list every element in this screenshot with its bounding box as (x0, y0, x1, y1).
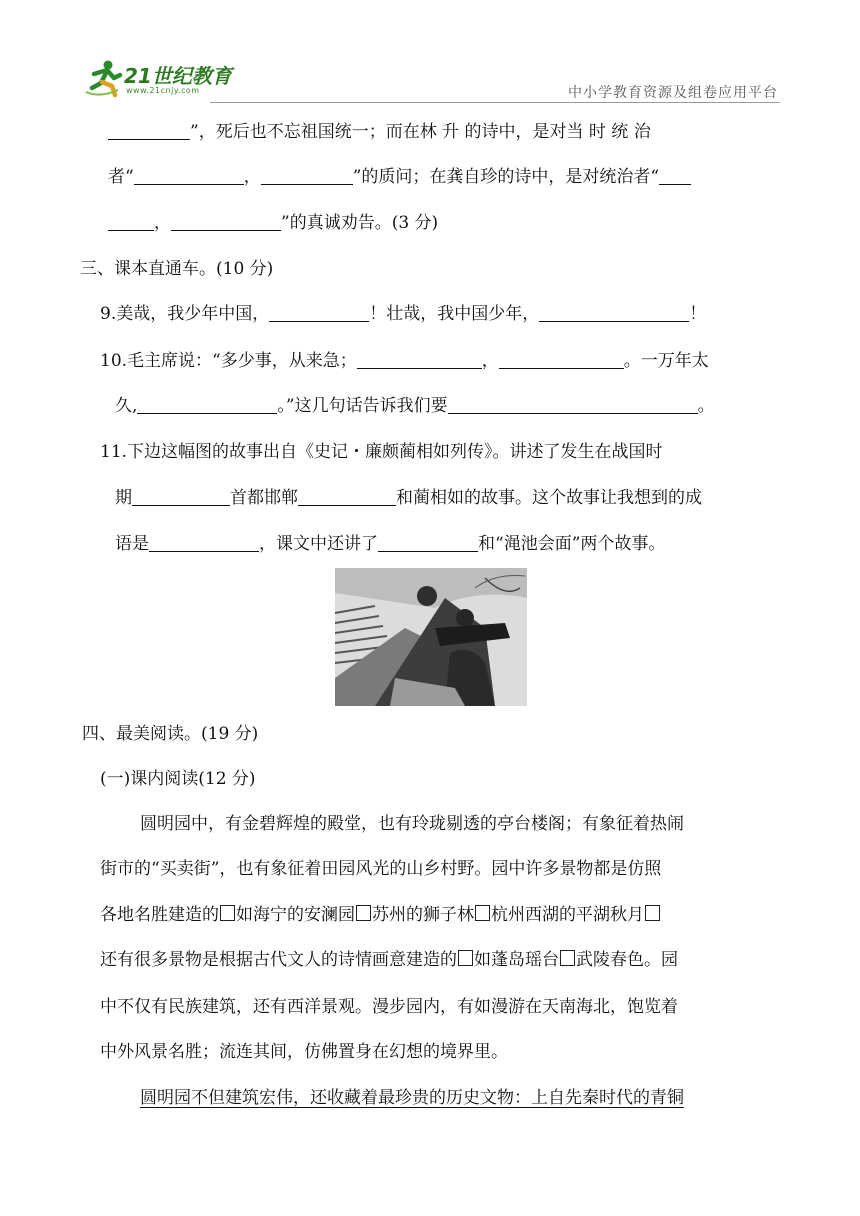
passage-line-6: 中外风景名胜；流连其间，仿佛置身在幻想的境界里。 (100, 1042, 508, 1062)
q8-line-2: 者“ ， ”的质问；在龚自珍的诗中，是对统治者“ (108, 165, 691, 189)
story-illustration (335, 568, 527, 706)
answer-blank[interactable] (149, 533, 259, 552)
historical-scene-image (335, 568, 527, 706)
question-9: 9.美哉，我少年中国， ！壮哉，我中国少年， ！ (100, 304, 707, 324)
punctuation-box[interactable] (475, 905, 490, 921)
answer-blank[interactable] (659, 166, 691, 185)
subsection-1-title: (一)课内阅读(12 分) (100, 769, 256, 789)
passage-line-7-underlined: 圆明园不但建筑宏伟，还收藏着最珍贵的历史文物：上自先秦时代的青铜 (140, 1088, 684, 1108)
punctuation-box[interactable] (356, 905, 371, 921)
punctuation-box[interactable] (645, 905, 660, 921)
punctuation-box[interactable] (458, 950, 473, 966)
answer-blank[interactable] (108, 121, 190, 140)
platform-name: 中小学教育资源及组卷应用平台 (568, 85, 778, 101)
answer-blank[interactable] (298, 487, 396, 506)
question-11-line-1: 11.下边这幅图的故事出自《史记・廉颇蔺相如列传》。讲述了发生在战国时 (100, 442, 663, 462)
site-logo (84, 58, 254, 102)
section-3-title: 三、课本直通车。(10 分) (80, 259, 274, 279)
question-10-line-1: 10.毛主席说：“多少事，从来急； ， 。一万年太 (100, 351, 709, 371)
q8-line-1: ”，死后也不忘祖国统一；而在林 升 的诗中，是对当 时 统 治 (108, 120, 651, 144)
logo-text: 21世纪教育 (124, 64, 232, 88)
question-10-line-2: 久, 。”这几句话告诉我们要 。 (115, 396, 715, 416)
logo-url: www.21cnjy.com (126, 86, 200, 95)
answer-blank[interactable] (499, 350, 624, 369)
punctuation-box[interactable] (220, 905, 235, 921)
passage-line-3: 各地名胜建造的 如海宁的安澜园 苏州的狮子林 杭州西湖的平湖秋月 (100, 903, 661, 927)
answer-blank[interactable] (108, 212, 154, 231)
passage-line-2: 街市的“买卖街”，也有象征着田园风光的山乡村野。园中许多景物都是仿照 (100, 859, 662, 879)
question-11-line-3: 语是 ，课文中还讲了 和“渑池会面”两个故事。 (115, 534, 666, 554)
answer-blank[interactable] (261, 166, 353, 185)
answer-blank[interactable] (378, 533, 478, 552)
runner-logo-icon (84, 58, 124, 98)
section-4-title: 四、最美阅读。(19 分) (82, 724, 259, 744)
answer-blank[interactable] (539, 303, 689, 322)
punctuation-box[interactable] (560, 950, 575, 966)
q8-line-3: ， ”的真诚劝告。(3 分) (108, 211, 438, 235)
answer-blank[interactable] (171, 212, 281, 231)
passage-line-5: 中不仅有民族建筑，还有西洋景观。漫步园内，有如漫游在天南海北，饱览着 (100, 997, 678, 1017)
answer-blank[interactable] (137, 395, 277, 414)
answer-blank[interactable] (357, 350, 482, 369)
passage-line-4: 还有很多景物是根据古代文人的诗情画意建造的 如蓬岛瑶台 武陵春色。园 (100, 950, 678, 970)
answer-blank[interactable] (269, 303, 369, 322)
answer-blank[interactable] (132, 487, 230, 506)
answer-blank[interactable] (448, 395, 698, 414)
header-divider (210, 102, 780, 103)
passage-line-1: 圆明园中，有金碧辉煌的殿堂，也有玲珑剔透的亭台楼阁；有象征着热闹 (140, 814, 684, 834)
answer-blank[interactable] (134, 166, 244, 185)
page-header (0, 0, 860, 110)
question-11-line-2: 期 首都邯郸 和蔺相如的故事。这个故事让我想到的成 (115, 488, 702, 508)
